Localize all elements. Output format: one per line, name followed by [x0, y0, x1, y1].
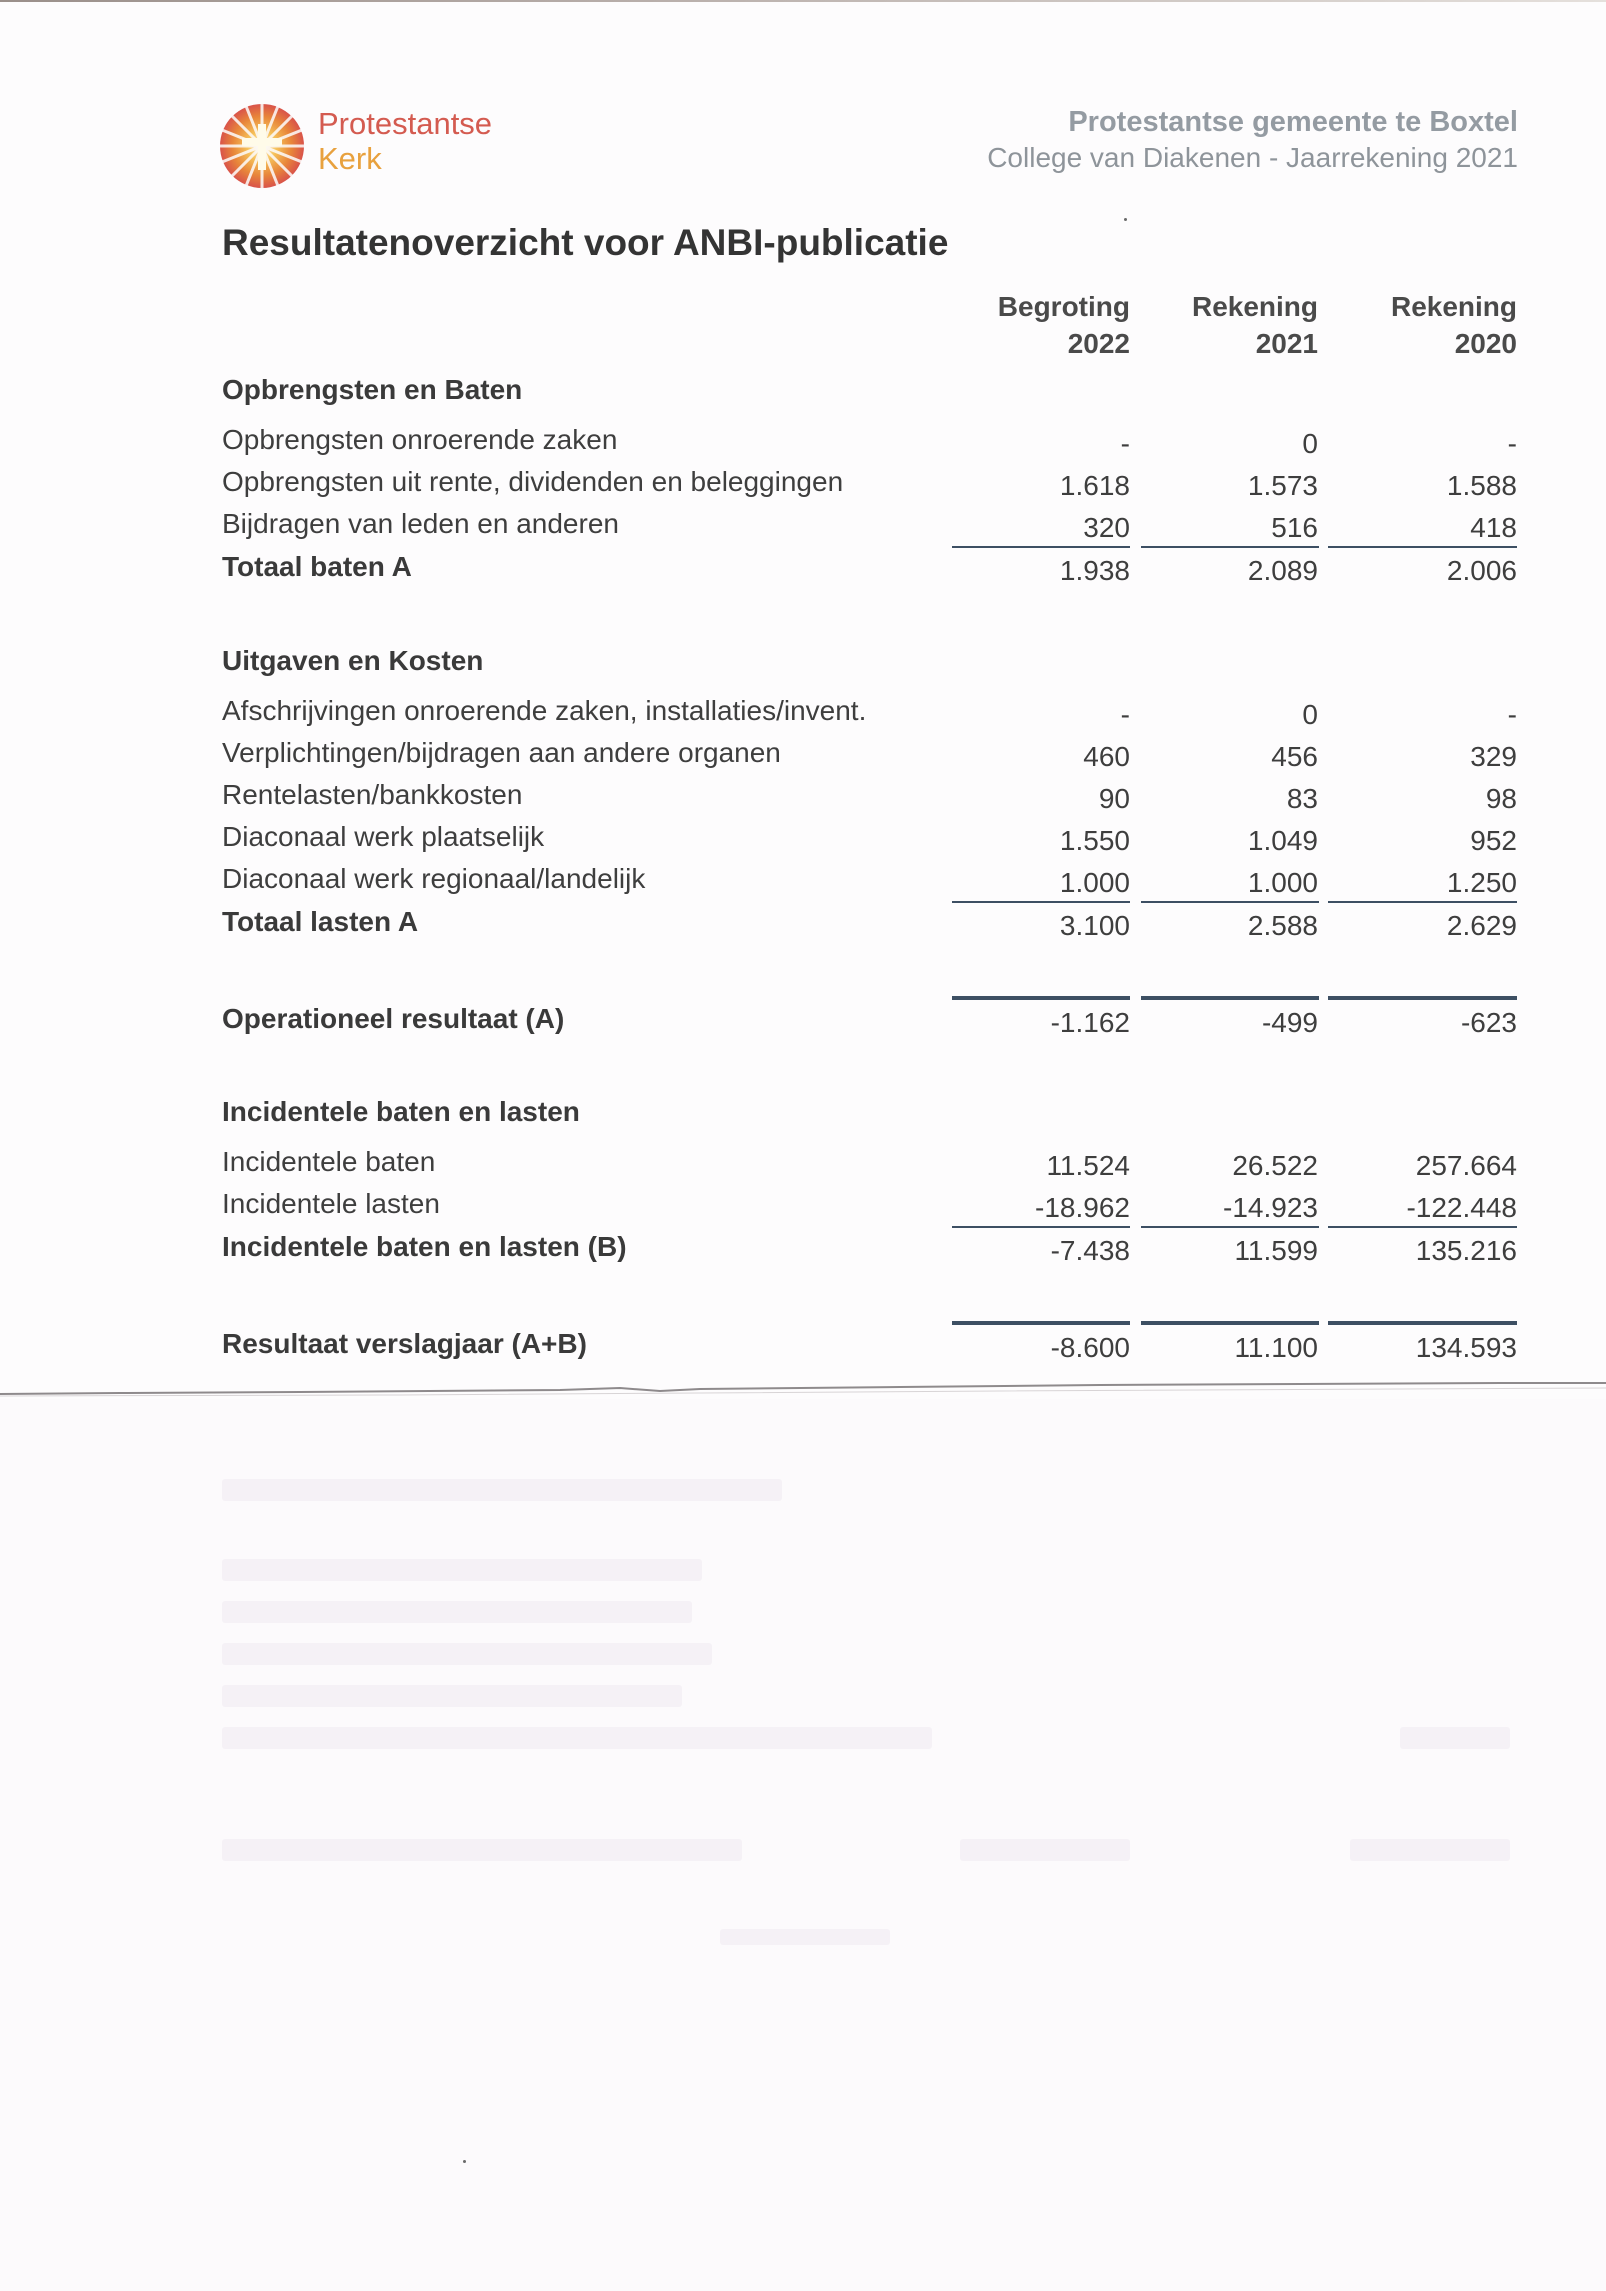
annual-result-row	[0, 1323, 1606, 1365]
document-subtitle: College van Diakenen - Jaarrekening 2021	[987, 142, 1518, 173]
value-rekening-2021: 11.100	[1234, 1332, 1318, 1363]
column-header-rekening-2021	[1148, 288, 1318, 362]
value-rekening-2021: 1.049	[1247, 825, 1318, 856]
value-begroting-2022: -18.962	[1035, 1192, 1130, 1223]
operational-result-row	[0, 998, 1606, 1040]
table-row	[0, 858, 1606, 900]
column-header-line: Rekening	[1390, 291, 1517, 322]
row-label: Diaconaal werk plaatselijk	[222, 821, 545, 852]
faded-text-line	[1400, 1727, 1510, 1749]
value-rekening-2021: -14.923	[1223, 1192, 1318, 1223]
row-label: Diaconaal werk regionaal/landelijk	[222, 863, 646, 894]
row-label: Opbrengsten onroerende zaken	[222, 424, 618, 455]
lower-page-area	[0, 1399, 1606, 2291]
table-row	[0, 816, 1606, 858]
value-rekening-2021: 83	[1286, 783, 1318, 814]
row-label: Totaal lasten A	[222, 906, 419, 937]
value-rekening-2021: 456	[1271, 741, 1318, 772]
faded-text-line	[222, 1559, 702, 1581]
value-rekening-2020: -623	[1460, 1007, 1517, 1038]
faded-text-line	[1350, 1839, 1510, 1861]
value-rekening-2021: 26.522	[1232, 1150, 1318, 1181]
table-row	[0, 503, 1606, 545]
value-begroting-2022: 90	[1098, 783, 1130, 814]
faded-text-line	[720, 1929, 890, 1945]
value-rekening-2020: 134.593	[1415, 1332, 1517, 1363]
value-begroting-2022: 460	[1083, 741, 1130, 772]
torn-paper-edge	[0, 1381, 1606, 1399]
column-header-line: Begroting	[997, 291, 1130, 322]
section-heading-incidenteel	[0, 1091, 1606, 1133]
value-rekening-2020: -122.448	[1406, 1192, 1517, 1223]
value-rekening-2020: 418	[1470, 512, 1517, 543]
value-rekening-2021: 11.599	[1234, 1235, 1318, 1266]
total-row-baten	[0, 546, 1606, 588]
logo-wordmark	[318, 106, 492, 176]
value-rekening-2021: 1.573	[1247, 470, 1318, 501]
value-begroting-2022: -7.438	[1050, 1235, 1130, 1266]
row-label: Resultaat verslagjaar (A+B)	[222, 1328, 587, 1359]
table-row	[0, 461, 1606, 503]
value-begroting-2022: 11.524	[1046, 1150, 1130, 1181]
section-heading-label: Opbrengsten en Baten	[222, 374, 523, 405]
page-title: Resultatenoverzicht voor ANBI-publicatie	[222, 222, 949, 263]
row-label: Operationeel resultaat (A)	[222, 1003, 565, 1034]
value-rekening-2020: 98	[1485, 783, 1517, 814]
section-heading-label: Incidentele baten en lasten	[222, 1096, 580, 1127]
row-label: Totaal baten A	[222, 551, 412, 582]
value-rekening-2020: 257.664	[1415, 1150, 1517, 1181]
value-rekening-2021: 516	[1271, 512, 1318, 543]
section-heading-label: Uitgaven en Kosten	[222, 645, 484, 676]
value-begroting-2022: 1.618	[1059, 470, 1130, 501]
value-rekening-2020: 135.216	[1415, 1235, 1517, 1266]
column-header-line: Rekening	[1191, 291, 1318, 322]
table-row	[0, 1183, 1606, 1225]
column-header-rekening-2020	[1347, 288, 1517, 362]
value-rekening-2021: -499	[1261, 1007, 1318, 1038]
value-begroting-2022: 320	[1083, 512, 1130, 543]
value-begroting-2022: -	[1120, 428, 1130, 459]
value-begroting-2022: 3.100	[1059, 910, 1130, 941]
table-row	[0, 732, 1606, 774]
organisation-name: Protestantse gemeente te Boxtel	[1068, 106, 1518, 138]
document-header	[987, 104, 1518, 176]
value-rekening-2020: -	[1507, 699, 1517, 730]
scan-speck	[1124, 218, 1127, 221]
value-rekening-2020: 1.250	[1446, 867, 1517, 898]
faded-text-line	[960, 1839, 1130, 1861]
row-label: Opbrengsten uit rente, dividenden en beleggingen	[222, 466, 844, 497]
faded-text-line	[222, 1727, 932, 1749]
value-begroting-2022: -1.162	[1050, 1007, 1130, 1038]
total-row-lasten	[0, 901, 1606, 943]
value-begroting-2022: -	[1120, 699, 1130, 730]
column-header-year: 2022	[1067, 328, 1130, 359]
table-row	[0, 690, 1606, 732]
section-heading-lasten	[0, 640, 1606, 682]
value-rekening-2020: 1.588	[1446, 470, 1517, 501]
section-heading-baten	[0, 369, 1606, 411]
logo-line-1: Protestantse	[318, 106, 493, 141]
value-rekening-2020: -	[1507, 428, 1517, 459]
faded-text-line	[222, 1479, 782, 1501]
logo-line-2: Kerk	[318, 141, 382, 176]
value-rekening-2021: 0	[1302, 428, 1318, 459]
faded-text-line	[222, 1643, 712, 1665]
value-rekening-2020: 2.006	[1446, 555, 1517, 586]
scan-speck	[463, 2160, 466, 2163]
row-label: Afschrijvingen onroerende zaken, installaties/invent.	[222, 695, 867, 726]
value-rekening-2021: 0	[1302, 699, 1318, 730]
value-rekening-2021: 1.000	[1247, 867, 1318, 898]
value-begroting-2022: -8.600	[1050, 1332, 1130, 1363]
row-label: Incidentele baten	[222, 1146, 436, 1177]
value-rekening-2020: 329	[1470, 741, 1517, 772]
faded-text-line	[222, 1601, 692, 1623]
value-begroting-2022: 1.550	[1059, 825, 1130, 856]
table-row	[0, 419, 1606, 461]
row-label: Bijdragen van leden en anderen	[222, 508, 619, 539]
column-header-year: 2021	[1255, 328, 1318, 359]
column-header-year: 2020	[1454, 328, 1517, 359]
value-rekening-2020: 2.629	[1446, 910, 1517, 941]
value-rekening-2021: 2.588	[1247, 910, 1318, 941]
row-label: Rentelasten/bankkosten	[222, 779, 523, 810]
value-begroting-2022: 1.000	[1059, 867, 1130, 898]
table-row	[0, 1141, 1606, 1183]
faded-text-line	[222, 1685, 682, 1707]
page-top-edge	[0, 0, 1606, 2]
row-label: Verplichtingen/bijdragen aan andere organen	[222, 737, 781, 768]
protestantse-kerk-logo-icon	[218, 102, 306, 190]
value-rekening-2021: 2.089	[1247, 555, 1318, 586]
value-begroting-2022: 1.938	[1059, 555, 1130, 586]
row-label: Incidentele baten en lasten (B)	[222, 1231, 627, 1262]
faded-text-line	[222, 1839, 742, 1861]
table-row	[0, 774, 1606, 816]
value-rekening-2020: 952	[1470, 825, 1517, 856]
row-label: Incidentele lasten	[222, 1188, 440, 1219]
total-row-incidenteel	[0, 1226, 1606, 1268]
column-header-begroting-2022	[960, 288, 1130, 362]
